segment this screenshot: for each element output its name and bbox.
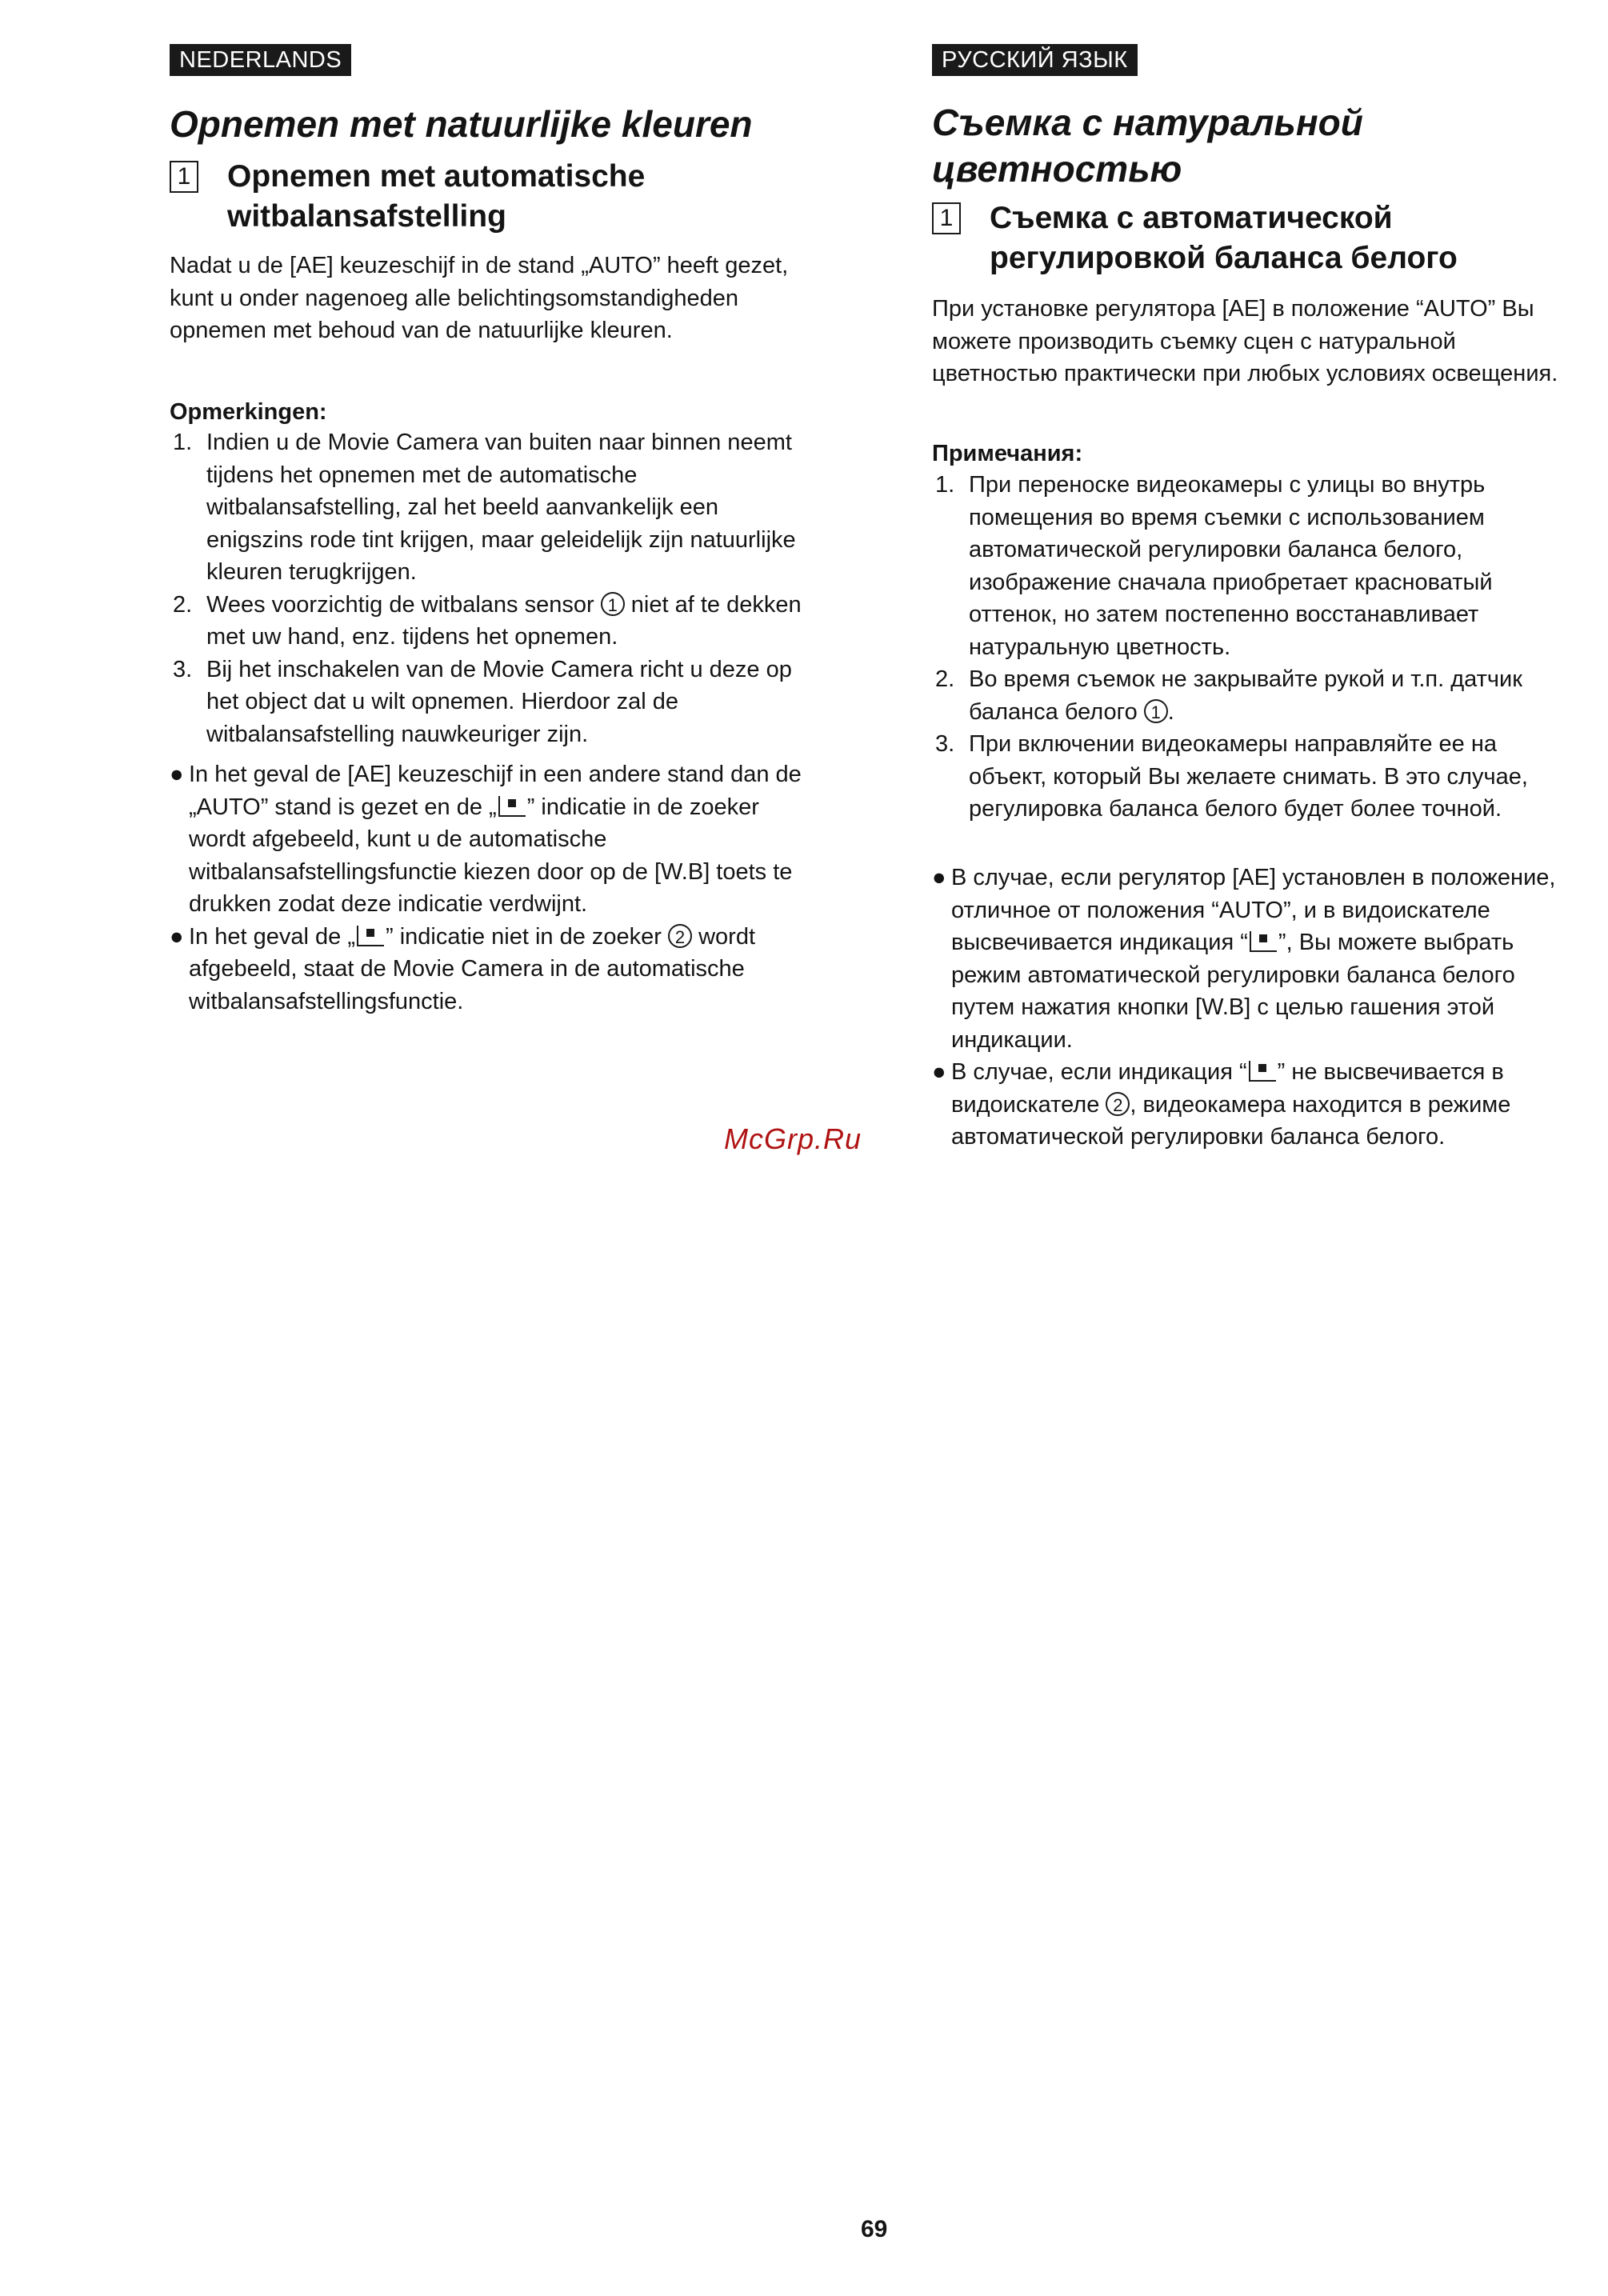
white-balance-icon [498,796,526,817]
bullet-dot-icon: ● [932,865,946,890]
section-title-nl: Opnemen met automatische witbalansafstelling [227,159,646,234]
watermark: McGrp.Ru [724,1122,862,1155]
note-text: Во время съемок не закрывайте рукой и т.п. датчик баланса белого [969,666,1522,725]
note-number: 1. [173,430,193,455]
page-title-ru: Съемка с натуральной цветностью [932,102,1363,190]
bullet-text: ”, Вы можете выбрать режим автоматической регулировки баланса белого путем нажатия кнопки [W.B] с целью гашения этой индикации. [951,930,1515,1053]
language-badge-nl: NEDERLANDS [170,44,351,76]
page-number: 69 [861,2216,888,2242]
section-heading-ru [932,198,1542,278]
note-text: При переноске видеокамеры с улицы во внутрь помещения во время съемки с использованием автоматической регулировки баланса белого, изображение сначала приобретает красноватый оттенок, но затем постепенно восстанавливает натуральную цветность. [969,472,1493,660]
notes-heading-nl: Opmerkingen: [170,399,327,425]
bullet-dot-icon: ● [170,923,184,950]
note-text: Wees voorzichtig de witbalans sensor [206,591,594,618]
bullet-text: , видеокамера находится в режиме автоматической регулировки баланса белого. [951,1091,1511,1150]
language-badge-ru: РУССКИЙ ЯЗЫК [932,44,1138,76]
circled-ref-1-icon: 1 [601,592,625,616]
note-text: Bij het inschakelen van de Movie Camera richt u deze op het object dat u wilt opnemen. Hierdoor zal de witbalansafstelling nauwkeuriger zijn. [206,656,792,747]
note-text: Indien u de Movie Camera van buiten naar binnen neemt tijdens het opnemen met de automatische witbalansafstelling, zal het beeld aanvankelijk een enigszins rode tint krijgen, maar geleidelijk zijn natuurlijke kleuren terugkrijgen. [206,430,796,585]
section-number-box: 1 [170,161,198,193]
note-number: 2. [935,666,955,692]
notes-heading-ru: Примечания: [932,441,1083,466]
bullet-dot-icon: ● [932,1059,946,1085]
note-item [932,663,1564,728]
bullet-text: В случае, если индикация “ [951,1059,1247,1085]
bullet-item [170,758,810,921]
bullet-item [932,862,1564,1056]
page-title-nl: Opnemen met natuurlijke kleuren [170,103,753,145]
circled-ref-1-icon: 1 [1144,699,1168,723]
bullet-text: ” indicatie in de zoeker wordt afgebeeld, kunt u de automatische witbalansafstellingsfunctie kiezen door op de [W.B] toets te drukken zodat deze indicatie verdwijnt. [189,794,793,917]
bullet-dot-icon: ● [170,762,184,787]
white-balance-icon [1249,1061,1276,1082]
section-title-ru: Съемка с автоматической регулировкой баланса белого [990,201,1458,275]
note-item [170,589,810,654]
note-item [170,654,810,751]
note-item [932,469,1564,663]
bullet-list-ru [932,862,1564,1154]
note-number: 2. [173,591,193,618]
notes-list-ru [932,469,1564,826]
section-number-box: 1 [932,202,961,234]
note-text: niet af te dekken met uw hand, enz. tijdens het opnemen. [206,591,802,650]
note-item [170,426,810,589]
circled-ref-2-icon: 2 [668,924,692,948]
notes-list-nl [170,426,810,750]
bullet-item [932,1056,1564,1154]
white-balance-icon [357,926,384,946]
intro-paragraph-nl: Nadat u de [AE] keuzeschijf in de stand „AUTO” heeft gezet, kunt u onder nagenoeg alle belichtingsomstandigheden opnemen met behoud van de natuurlijke kleuren. [170,253,789,343]
white-balance-icon [1250,931,1277,952]
section-heading-nl [170,157,787,237]
bullet-text: In het geval de „ [189,923,355,950]
bullet-text: wordt afgebeeld, staat de Movie Camera in de automatische witbalansafstellingsfunctie. [189,923,756,1014]
note-number: 1. [935,472,955,498]
note-text: . [1167,698,1174,725]
bullet-text: In het geval de [AE] keuzeschijf in een andere stand dan de „AUTO” stand is gezet en de „ [189,762,802,820]
bullet-list-nl [170,758,810,1018]
note-item [932,728,1564,826]
note-number: 3. [173,656,193,682]
bullet-text: ” не высвечивается в видоискателе [951,1059,1504,1118]
note-text: При включении видеокамеры направляйте ее на объект, который Вы желаете снимать. В это случае, регулировка баланса белого будет более точной. [969,731,1528,822]
bullet-item [170,921,810,1018]
bullet-text: В случае, если регулятор [AE] установлен в положение, отличное от положения “AUTO”, и в видоискателе высвечивается индикация “ [951,865,1556,955]
intro-paragraph-ru: При установке регулятора [AE] в положение “AUTO” Вы можете производить съемку сцен с натуральной цветностью практически при любых условиях освещения. [932,296,1558,386]
circled-ref-2-icon: 2 [1106,1092,1130,1116]
bullet-text: ” indicatie niet in de zoeker [385,923,662,950]
note-number: 3. [935,731,955,757]
